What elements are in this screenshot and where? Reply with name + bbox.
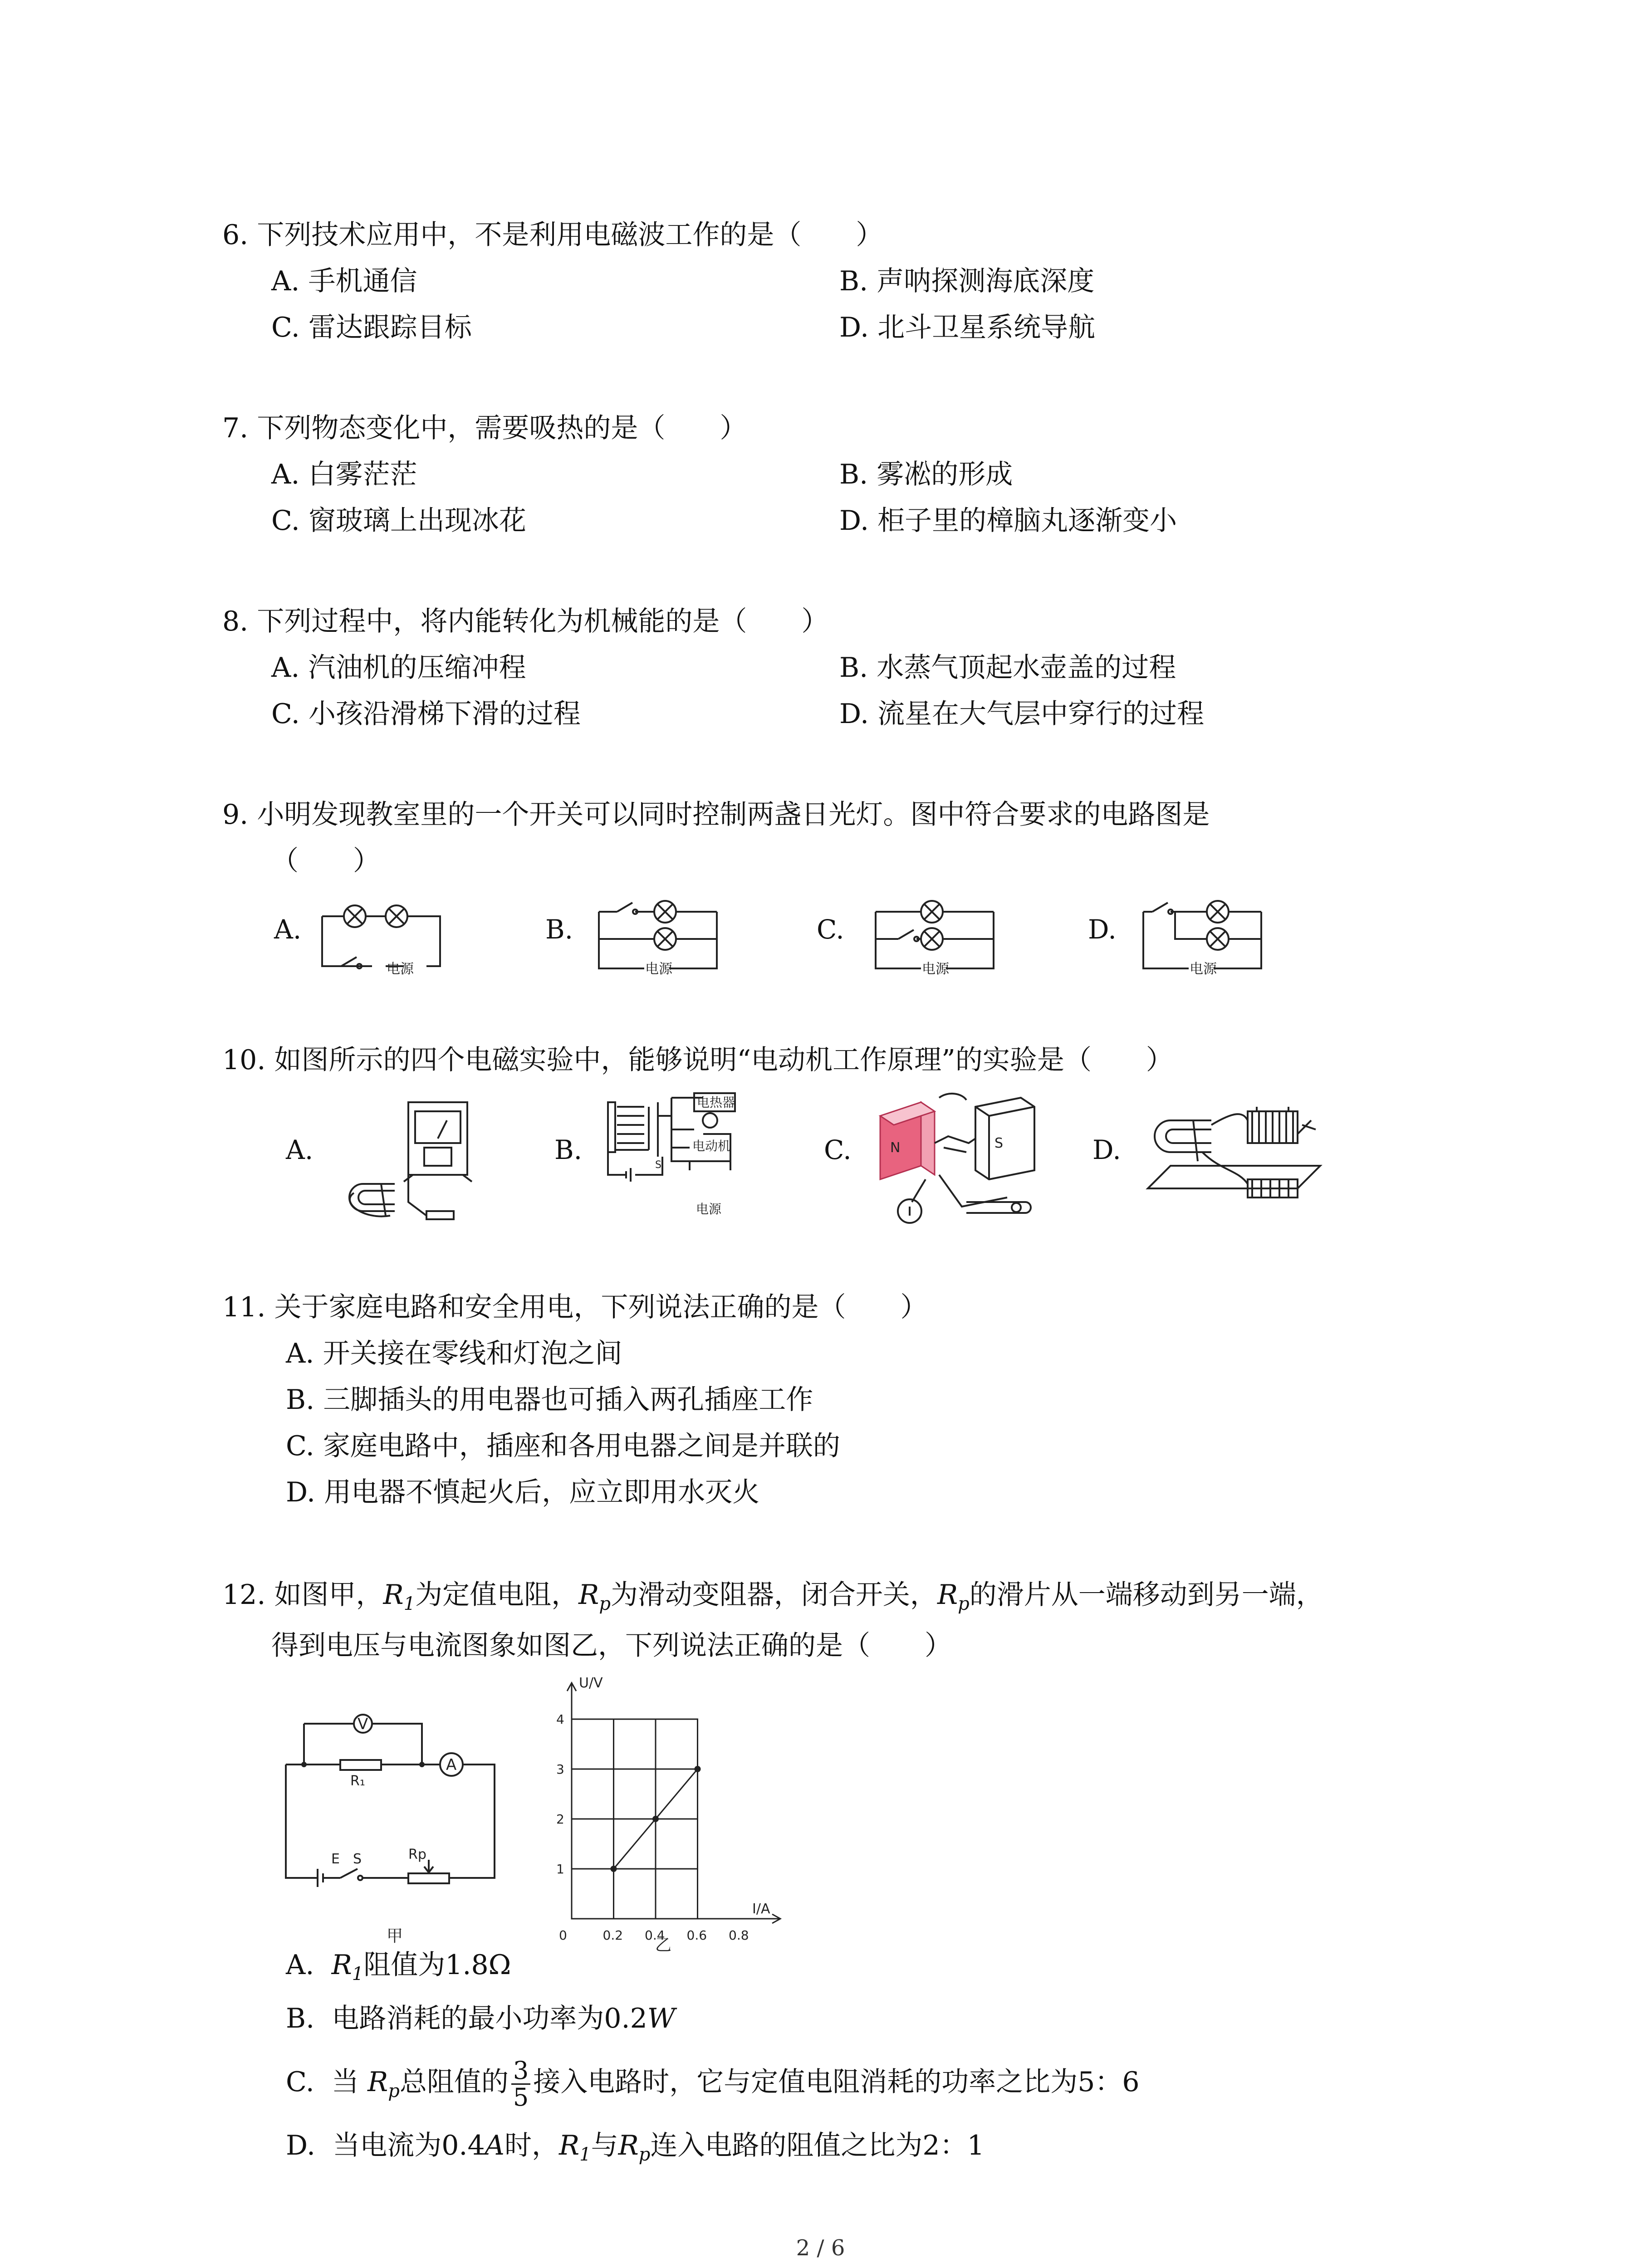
q12-var-rp-sub: p (599, 1593, 611, 1614)
q10-option-b-label[interactable]: B. (554, 1134, 583, 1165)
chart-x-tick-label: 0 (559, 1928, 567, 1943)
q12-d-unit: A (485, 2130, 505, 2161)
q12-var-rp-letter: R (578, 1579, 599, 1611)
q12-jia-caption: 甲 (387, 1927, 403, 1945)
question-11-stem: 11. 关于家庭电路和安全用电，下列说法正确的是（ ） (222, 1291, 928, 1323)
q12-d-var-1-letter: R (558, 2130, 580, 2161)
q8-option-c[interactable]: C. 小孩沿滑梯下滑的过程 (271, 698, 581, 730)
q9-circuit-a (318, 894, 454, 980)
q12-a-prefix: A. (286, 1949, 314, 1981)
q8-option-b[interactable]: B. 水蒸气顶起水壶盖的过程 (839, 652, 1176, 684)
q12-option-b[interactable] (286, 2000, 675, 2037)
q10-figure-a (336, 1093, 481, 1225)
q8-option-a[interactable]: A. 汽油机的压缩冲程 (271, 652, 526, 684)
q12-var-r1-sub: 1 (403, 1593, 416, 1614)
q9-b-power-text: 电源 (645, 961, 672, 977)
q10-option-d-label[interactable]: D. (1092, 1134, 1121, 1165)
q12-var-rp-2-letter: R (937, 1579, 958, 1611)
chart-y-label: U/V (579, 1675, 603, 1691)
q12-var-rp-2 (937, 1579, 970, 1614)
chart-y-tick-label: 4 (556, 1712, 564, 1727)
q12-c-pre: 当 (332, 2066, 359, 2098)
q10-b-switch-text: S (655, 1159, 661, 1171)
q12-c-var-letter: R (367, 2066, 388, 2098)
q12-d-mid: 时， (504, 2130, 559, 2161)
question-12-stem (222, 1577, 1323, 1622)
chart-caption: 乙 (655, 1936, 672, 1955)
q12-jia-ammeter-text: A (446, 1756, 457, 1774)
chart-x-tick-label: 0.4 (645, 1928, 665, 1943)
chart-data-point (695, 1766, 701, 1772)
q11-option-d[interactable]: D. 用电器不慎起火后，应立即用水灭火 (286, 1476, 760, 1508)
q12-d-post: 连入电路的阻值之比为2：1 (650, 2130, 985, 2161)
q12-option-c[interactable] (286, 2055, 1140, 2114)
q12-c-mid: 总阻值的 (399, 2066, 509, 2098)
q12-var-r1 (383, 1579, 416, 1614)
q12-circuit-jia (277, 1696, 504, 1950)
chart-data-point (611, 1866, 617, 1872)
q6-option-c[interactable]: C. 雷达跟踪目标 (271, 312, 472, 343)
q9-option-b-label[interactable]: B. (545, 914, 573, 945)
q10-figure-b (599, 1089, 762, 1225)
q9-option-a-label[interactable]: A. (274, 914, 302, 945)
q12-jia-s-text: S (353, 1851, 362, 1867)
q7-option-d[interactable]: D. 柜子里的樟脑丸逐渐变小 (839, 505, 1177, 537)
q7-option-b[interactable]: B. 雾凇的形成 (839, 459, 1013, 490)
q7-option-c[interactable]: C. 窗玻璃上出现冰花 (271, 505, 526, 537)
q12-option-a[interactable] (286, 1947, 511, 1992)
q12-c-post: 接入电路时，它与定值电阻消耗的功率之比为5：6 (533, 2066, 1140, 2098)
chart-x-tick-label: 0.2 (603, 1928, 623, 1943)
q6-option-d[interactable]: D. 北斗卫星系统导航 (839, 312, 1096, 343)
q10-b-motor-text: 电动机 (692, 1139, 731, 1154)
chart-y-tick-label: 3 (556, 1762, 564, 1777)
q12-var-rp (578, 1579, 611, 1614)
chart-x-label: I/A (752, 1901, 770, 1917)
question-9-stem-bracket: （ ） (271, 845, 380, 877)
q12-stem-part-1: 12. 如图甲， (222, 1579, 383, 1611)
chart-x-tick-label: 0.6 (686, 1928, 707, 1943)
q12-var-rp-2-sub: p (958, 1593, 970, 1614)
q12-jia-rp-text: Rp (408, 1847, 426, 1862)
q12-c-var (367, 2066, 400, 2102)
question-7-stem: 7. 下列物态变化中，需要吸热的是（ ） (222, 412, 747, 444)
q12-c-var-sub: p (388, 2081, 400, 2102)
q9-circuit-d (1139, 885, 1275, 989)
q12-a-text: 阻值为1.8Ω (363, 1949, 511, 1981)
q10-option-a-label[interactable]: A. (286, 1134, 314, 1165)
q12-d-var-2 (618, 2130, 651, 2165)
q12-a-var-letter: R (331, 1949, 352, 1981)
q11-option-b[interactable]: B. 三脚插头的用电器也可插入两孔插座工作 (286, 1384, 813, 1416)
q12-b-unit: W (647, 2003, 676, 2034)
chart-x-tick-label: 0.8 (729, 1928, 749, 1943)
question-10-stem: 10. 如图所示的四个电磁实验中，能够说明“电动机工作原理”的实验是（ ） (222, 1044, 1173, 1076)
q10-figure-c (871, 1089, 1043, 1229)
chart-y-tick-label: 1 (556, 1862, 564, 1877)
question-8-stem: 8. 下列过程中，将内能转化为机械能的是（ ） (222, 606, 829, 637)
q12-var-r1-letter: R (383, 1579, 404, 1611)
q9-c-power-text: 电源 (922, 961, 949, 977)
q12-b-text: 电路消耗的最小功率为0.2 (332, 2003, 647, 2034)
q9-option-d-label[interactable]: D. (1088, 914, 1117, 945)
q10-c-north-text: N (890, 1140, 901, 1156)
q9-a-power-text: 电源 (387, 961, 414, 977)
q12-ui-chart (535, 1674, 798, 1955)
q12-c-fraction (511, 2058, 530, 2110)
page-number: 2 / 6 (796, 2235, 845, 2261)
chart-grid (572, 1719, 698, 1919)
q12-d-var-1-sub: 1 (579, 2144, 591, 2165)
q12-b-prefix: B. (286, 2003, 315, 2034)
q9-option-c-label[interactable]: C. (817, 914, 844, 945)
q10-option-c-label[interactable]: C. (824, 1134, 852, 1165)
q12-jia-e-text: E (331, 1851, 340, 1867)
q11-option-a[interactable]: A. 开关接在零线和灯泡之间 (286, 1338, 622, 1369)
q12-stem-part-4: 的滑片从一端移动到另一端， (969, 1579, 1323, 1611)
q8-option-d[interactable]: D. 流星在大气层中穿行的过程 (839, 698, 1205, 730)
q12-c-numerator: 3 (511, 2058, 530, 2085)
q12-a-var (331, 1949, 364, 1984)
q12-option-d[interactable] (286, 2127, 985, 2173)
q12-c-denominator: 5 (513, 2082, 529, 2112)
q12-stem-part-2: 为定值电阻， (415, 1579, 579, 1611)
q9-circuit-b (594, 885, 730, 989)
q12-d-var-2-sub: p (638, 2144, 651, 2165)
question-9-stem: 9. 小明发现教室里的一个开关可以同时控制两盏日光灯。图中符合要求的电路图是 (222, 799, 1210, 831)
q12-d-pre: 当电流为0.4 (333, 2130, 485, 2161)
q6-option-b[interactable]: B. 声呐探测海底深度 (839, 265, 1095, 297)
q12-stem-part-3: 为滑动变阻器，闭合开关， (610, 1579, 937, 1611)
q12-d-var-2-letter: R (618, 2130, 639, 2161)
q12-jia-voltmeter-text: V (358, 1715, 368, 1733)
q10-figure-d (1143, 1093, 1325, 1220)
q12-a-var-sub: 1 (352, 1964, 364, 1984)
q7-option-a[interactable]: A. 白雾茫茫 (271, 459, 417, 490)
chart-y-tick-label: 2 (556, 1812, 564, 1827)
q12-c-prefix: C. (286, 2066, 314, 2098)
q12-d-prefix: D. (286, 2130, 316, 2161)
question-12-stem-line-2: 得到电压与电流图象如图乙，下列说法正确的是（ ） (271, 1630, 952, 1662)
q9-circuit-c (871, 885, 1007, 989)
q12-d-var-1 (558, 2130, 591, 2165)
q9-d-power-text: 电源 (1190, 961, 1217, 977)
question-6-stem: 6. 下列技术应用中，不是利用电磁波工作的是（ ） (222, 219, 883, 251)
q10-b-power-text: 电源 (696, 1202, 722, 1217)
q6-option-a[interactable]: A. 手机通信 (271, 265, 417, 297)
q11-option-c[interactable]: C. 家庭电路中，插座和各用电器之间是并联的 (286, 1430, 840, 1462)
q10-c-south-text: S (994, 1135, 1004, 1151)
chart-data-point (652, 1816, 659, 1822)
q10-b-heater-text: 电热器 (697, 1095, 735, 1110)
q12-jia-r1-text: R₁ (350, 1773, 365, 1789)
q12-d-with: 与 (591, 2130, 618, 2161)
